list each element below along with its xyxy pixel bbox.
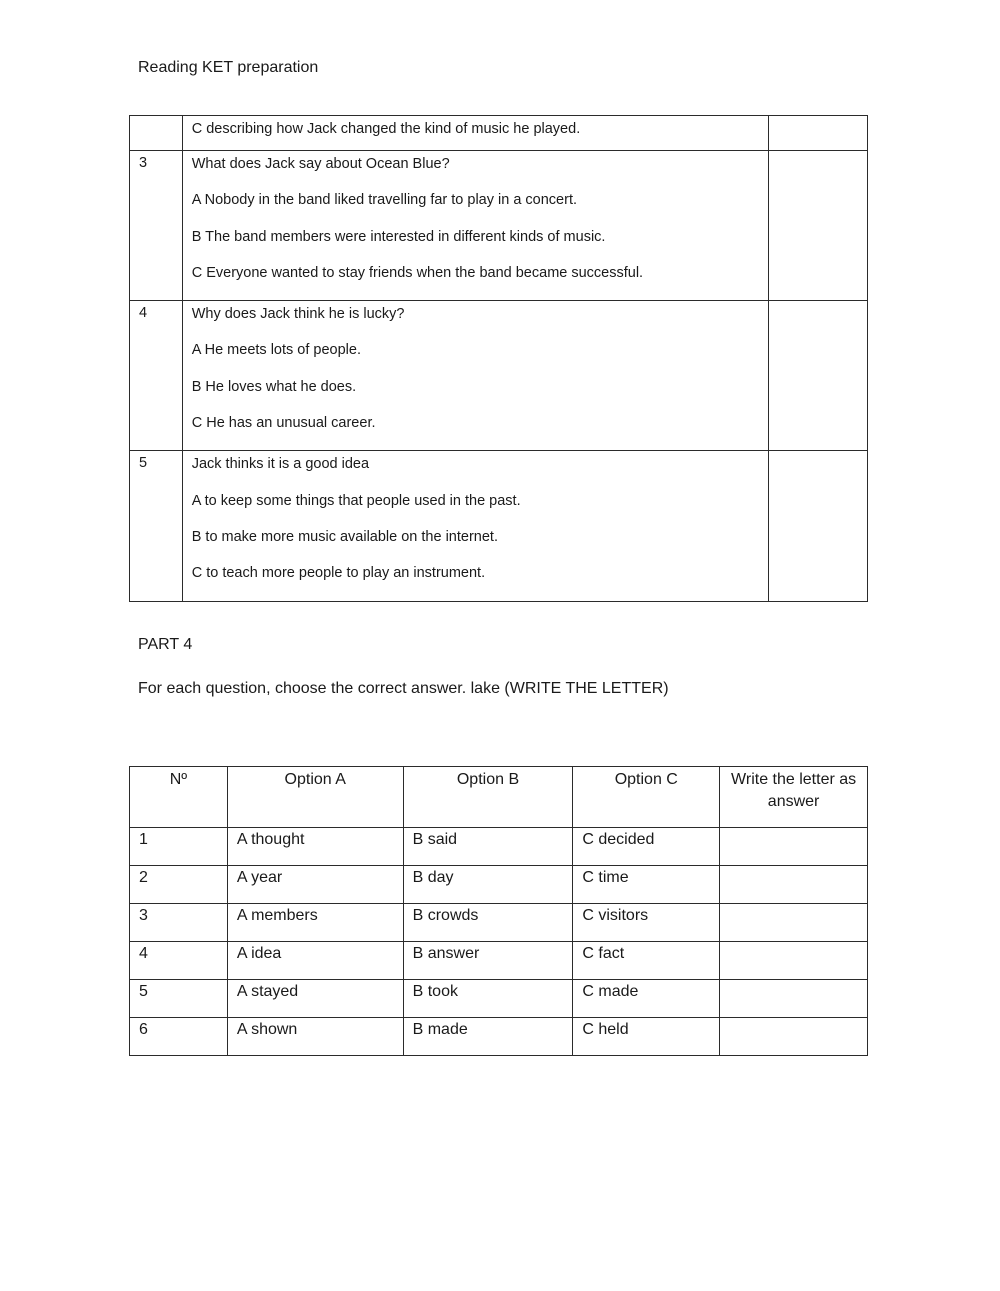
option-b: B answer: [403, 942, 573, 980]
answer-box[interactable]: [720, 828, 868, 866]
table-row: [130, 451, 868, 601]
option-b: B said: [403, 828, 573, 866]
table-row: [130, 116, 868, 151]
answer-box[interactable]: [768, 151, 867, 301]
table-row: [130, 866, 868, 904]
question-text: Jack thinks it is a good idea: [191, 456, 370, 473]
column-header: Nº: [130, 767, 228, 828]
question-number: 1: [130, 828, 228, 866]
question-text: What does Jack say about Ocean Blue?: [191, 156, 450, 172]
question-number: 2: [130, 866, 228, 904]
option-b: B crowds: [403, 904, 573, 942]
answer-option: B to make more music available on the internet.: [191, 528, 498, 545]
column-header: Option B: [403, 767, 573, 828]
part3-question-table: [129, 115, 868, 602]
question-number: 5: [130, 980, 228, 1018]
question-number: [130, 116, 183, 151]
answer-option: C Everyone wanted to stay friends when the band became successful.: [191, 264, 644, 281]
answer-option: A He meets lots of people.: [191, 342, 361, 359]
table-row: [130, 151, 868, 301]
table-row: [130, 1018, 868, 1056]
option-b: B day: [403, 866, 573, 904]
question-number: 6: [130, 1018, 228, 1056]
option-a: A year: [227, 866, 403, 904]
option-a: A thought: [227, 828, 403, 866]
table-row: [130, 942, 868, 980]
answer-option: A to keep some things that people used in the past.: [191, 492, 521, 509]
table-header-row: [130, 767, 868, 828]
answer-option: B The band members were interested in different kinds of music.: [191, 228, 606, 245]
table-row: [130, 980, 868, 1018]
question-cell: [182, 151, 768, 301]
answer-box[interactable]: [720, 866, 868, 904]
answer-box[interactable]: [720, 1018, 868, 1056]
question-number: 3: [130, 151, 183, 301]
column-header: Option C: [573, 767, 720, 828]
option-a: A idea: [227, 942, 403, 980]
answer-option: B He loves what he does.: [191, 378, 357, 395]
question-number: 3: [130, 904, 228, 942]
option-a: A members: [227, 904, 403, 942]
question-number: 4: [130, 301, 183, 451]
question-cell: [182, 116, 768, 151]
answer-option: C He has an unusual career.: [191, 415, 376, 432]
option-a: A shown: [227, 1018, 403, 1056]
answer-box[interactable]: [720, 904, 868, 942]
answer-box[interactable]: [720, 942, 868, 980]
table-row: [130, 301, 868, 451]
answer-box[interactable]: [768, 116, 867, 151]
option-c: C decided: [573, 828, 720, 866]
option-c: C held: [573, 1018, 720, 1056]
answer-option: C describing how Jack changed the kind of music he played.: [191, 121, 581, 137]
page-title: Reading KET preparation: [138, 59, 319, 76]
answer-option: A Nobody in the band liked travelling far to play in a concert.: [191, 192, 578, 209]
column-header: Write the letter as answer: [720, 767, 868, 828]
option-a: A stayed: [227, 980, 403, 1018]
answer-box[interactable]: [768, 451, 867, 601]
question-number: 4: [130, 942, 228, 980]
column-header: Option A: [227, 767, 403, 828]
option-c: C visitors: [573, 904, 720, 942]
answer-box[interactable]: [768, 301, 867, 451]
table-row: [130, 828, 868, 866]
question-text: Why does Jack think he is lucky?: [191, 306, 405, 323]
question-cell: [182, 301, 768, 451]
answer-box[interactable]: [720, 980, 868, 1018]
instruction-text: For each question, choose the correct answer. lake (WRITE THE LETTER): [138, 680, 669, 697]
part-heading: PART 4: [138, 636, 193, 653]
option-c: C fact: [573, 942, 720, 980]
question-cell: [182, 451, 768, 601]
part4-answer-table: [129, 766, 868, 1056]
option-b: B made: [403, 1018, 573, 1056]
table-row: [130, 904, 868, 942]
question-number: 5: [130, 451, 183, 601]
option-b: B took: [403, 980, 573, 1018]
option-c: C made: [573, 980, 720, 1018]
option-c: C time: [573, 866, 720, 904]
answer-option: C to teach more people to play an instrument.: [191, 565, 486, 582]
